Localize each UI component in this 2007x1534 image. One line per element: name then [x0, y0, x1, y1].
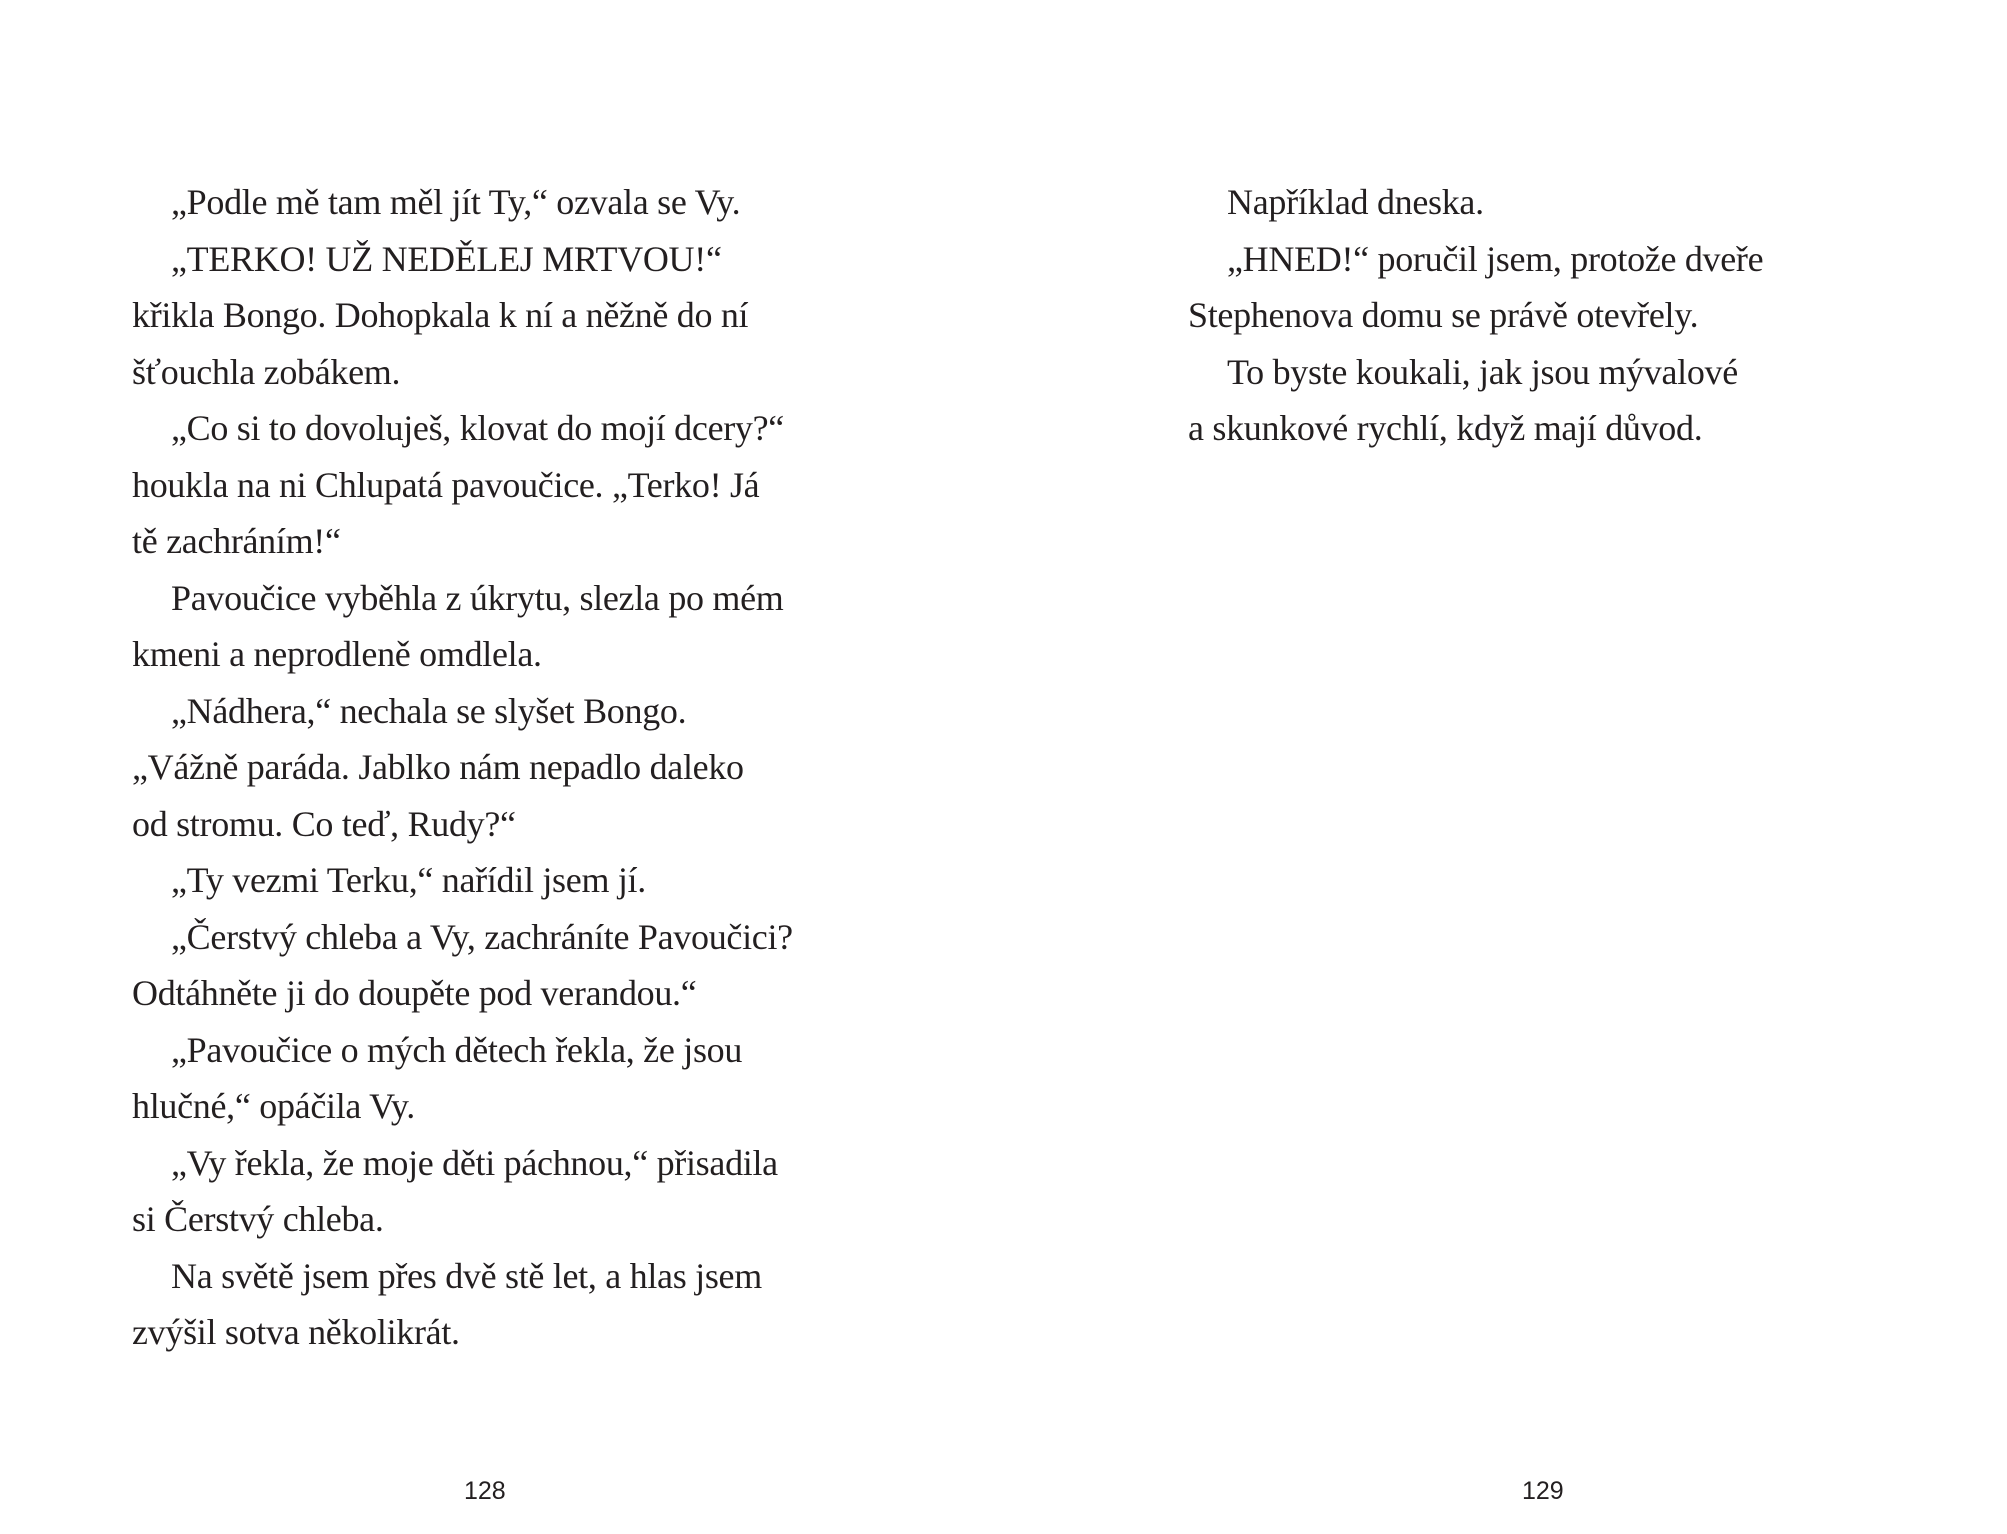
right-page-text — [1188, 174, 1908, 457]
paragraph: „HNED!“ poručil jsem, protože dveře Stephenova domu se právě otevřely. — [1188, 238, 1764, 335]
page-number-left: 128 — [464, 1477, 506, 1505]
paragraph: „Podle mě tam měl jít Ty,“ ozvala se Vy. — [171, 182, 741, 222]
right-page — [1003, 0, 2006, 1534]
paragraph: „Nádhera,“ nechala se slyšet Bongo. „Vážně paráda. Jablko nám nepadlo daleko od stromu. Co teď, Rudy?“ — [132, 690, 744, 844]
paragraph: Například dneska. — [1227, 182, 1484, 222]
page-number-right: 129 — [1522, 1477, 1564, 1505]
paragraph: „Vy řekla, že moje děti páchnou,“ přisadila si Čerstvý chleba. — [132, 1142, 778, 1239]
paragraph: Na světě jsem přes dvě stě let, a hlas jsem zvýšil sotva několikrát. — [132, 1255, 762, 1352]
paragraph: „Čerstvý chleba a Vy, zachráníte Pavoučici? Odtáhněte ji do doupěte pod verandou.“ — [132, 916, 793, 1013]
paragraph: „TERKO! UŽ NEDĚLEJ MRTVOU!“ křikla Bongo. Dohopkala k ní a něžně do ní šťouchla zobákem. — [132, 238, 749, 392]
left-page — [0, 0, 1003, 1534]
paragraph: „Pavoučice o mých dětech řekla, že jsou hlučné,“ opáčila Vy. — [132, 1029, 743, 1126]
paragraph: Pavoučice vyběhla z úkrytu, slezla po mém kmeni a neprodleně omdlela. — [132, 577, 784, 674]
paragraph: To byste koukali, jak jsou mývalové a skunkové rychlí, když mají důvod. — [1188, 351, 1738, 448]
paragraph: „Ty vezmi Terku,“ nařídil jsem jí. — [171, 860, 646, 900]
paragraph: „Co si to dovoluješ, klovat do mojí dcery?“ houkla na ni Chlupatá pavoučice. „Terko! Já tě zachráním!“ — [132, 408, 784, 561]
left-page-text — [132, 174, 852, 1361]
